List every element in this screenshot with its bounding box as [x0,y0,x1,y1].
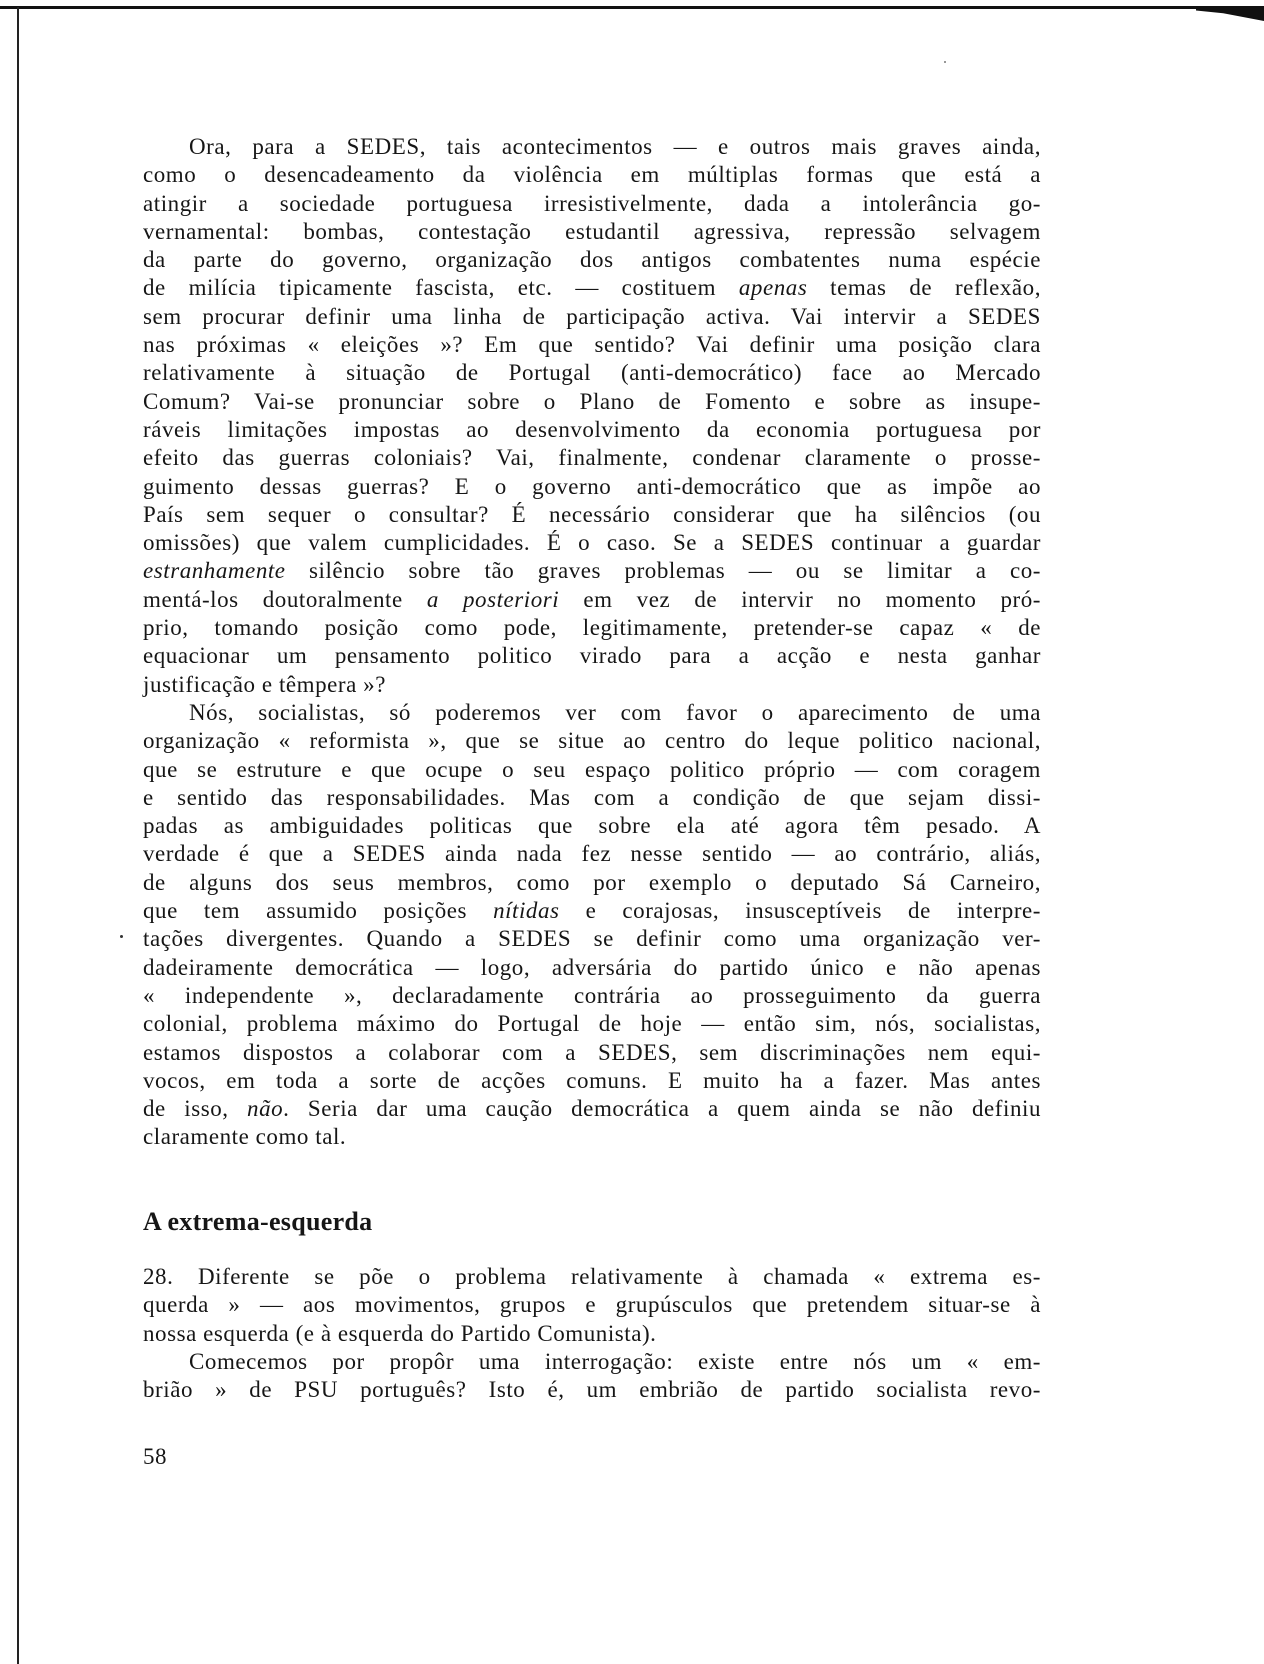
text-line: estamos dispostos a colaborar com a SEDES, sem discriminações nem equi- [143,1039,1041,1065]
text-line: País sem sequer o consultar? É necessário considerar que ha silêncios (ou [143,501,1041,527]
text-line: equacionar um pensamento politico virado para a acção e nesta ganhar [143,643,1041,669]
italic-text: não [247,1096,284,1122]
text-segment: de milícia tipicamente fascista, etc. — costituem [143,275,739,301]
text-segment: silêncio sobre tão graves problemas — ou se limitar a co- [285,558,1041,584]
section-heading: A extrema-esquerda [143,1207,373,1236]
text-line: Nós, socialistas, só poderemos ver com favor o aparecimento de uma [189,699,1041,725]
text-segment: em vez de intervir no momento pró- [559,586,1041,612]
text-line: vernamental: bombas, contestação estudantil agressiva, repressão selvagem [143,218,1041,244]
text-line [143,274,1041,302]
page-number: 58 [143,1444,167,1469]
text-line: como o desencadeamento da violência em múltiplas formas que está a [143,162,1041,188]
text-segment: temas de reflexão, [807,275,1042,301]
text-segment: que tem assumido posições [143,898,494,924]
text-line: Ora, para a SEDES, tais acontecimentos — e outros mais graves ainda, [189,134,1041,159]
text-line: de alguns dos seus membros, como por exemplo o deputado Sá Carneiro, [143,869,1041,895]
text-line [143,557,1041,585]
text-line: querda » — aos movimentos, grupos e grupúsculos que pretendem situar-se à [143,1292,1041,1318]
text-line: prio, tomando posição como pode, legitimamente, pretender-se capaz « de [143,615,1041,641]
text-line: nas próximas « eleições »? Em que sentido? Vai definir uma posição clara [143,332,1041,358]
text-line [143,1095,1041,1123]
italic-text: a posteriori [426,586,560,612]
scan-border-top [0,6,1264,9]
text-line: ráveis limitações impostas ao desenvolvimento da economia portuguesa por [143,416,1041,442]
text-line: efeito das guerras coloniais? Vai, finalmente, condenar claramente o prosse- [143,445,1041,471]
text-line: organização « reformista », que se situe ao centro do leque politico nacional, [143,728,1041,754]
text-line: vocos, em toda a sorte de acções comuns. E muito ha a fazer. Mas antes [143,1067,1041,1093]
text-line: Comecemos por propôr uma interrogação: existe entre nós um « em- [189,1348,1041,1374]
italic-text: nítidas [493,898,560,924]
text-line [143,586,1041,614]
text-line: omissões) que valem cumplicidades. É o caso. Se a SEDES continuar a guardar [143,530,1041,556]
body-text [143,133,1041,1152]
text-line: colonial, problema máximo do Portugal de hoje — então sim, nós, socialistas, [143,1011,1041,1037]
text-line: tações divergentes. Quando a SEDES se definir como uma organização ver- [143,926,1041,952]
text-line [143,897,1041,925]
italic-text: apenas [738,275,808,301]
text-line: dadeiramente democrática — logo, adversária do partido único e não apenas [143,954,1041,980]
scan-border-corner [1196,7,1264,21]
text-segment: de isso, [143,1096,248,1122]
paragraph-socialist-position [143,699,1041,1152]
text-line: claramente como tal. [143,1124,347,1150]
italic-text: estranhamente [143,558,286,584]
scan-speck [120,935,123,938]
section-body-text [143,1263,1041,1404]
text-line: e sentido das responsabilidades. Mas com a condição de que sejam dissi- [143,784,1041,810]
text-line: « independente », declaradamente contrária ao prosseguimento da guerra [143,982,1041,1008]
text-line: guimento dessas guerras? E o governo anti-democrático que as impõe ao [143,473,1041,499]
text-line: atingir a sociedade portuguesa irresistivelmente, dada a intolerância go- [143,190,1041,216]
paragraph-numbered-28 [143,1263,1041,1348]
text-line: relativamente à situação de Portugal (anti-democrático) face ao Mercado [143,360,1041,386]
text-line: verdade é que a SEDES ainda nada fez nesse sentido — ao contrário, aliás, [143,841,1041,867]
text-line: brião » de PSU português? Isto é, um embrião de partido socialista revo- [143,1377,1041,1403]
text-segment: . Seria dar uma caução democrática a quem ainda se não definiu [283,1096,1041,1122]
text-line: Comum? Vai-se pronunciar sobre o Plano de Fomento e sobre as insupe- [143,388,1041,414]
text-segment: mentá-los doutoralmente [143,586,427,612]
text-line: nossa esquerda (e à esquerda do Partido Comunista). [143,1320,657,1346]
paragraph-psu-question [143,1348,1041,1405]
scan-speck [944,61,946,63]
text-line: justificação e têmpera »? [143,671,386,697]
text-segment: e corajosas, insusceptíveis de interpre- [559,898,1041,924]
scan-border-left [17,7,19,1664]
paragraph-sedes-questions [143,133,1041,699]
text-line: da parte do governo, organização dos antigos combatentes numa espécie [143,247,1041,273]
text-line: que se estruture e que ocupe o seu espaço politico próprio — com coragem [143,756,1041,782]
text-line: padas as ambiguidades politicas que sobre ela até agora têm pesado. A [143,813,1041,839]
text-line: sem procurar definir uma linha de participação activa. Vai intervir a SEDES [143,303,1041,329]
text-line: 28. Diferente se põe o problema relativamente à chamada « extrema es- [143,1264,1041,1289]
